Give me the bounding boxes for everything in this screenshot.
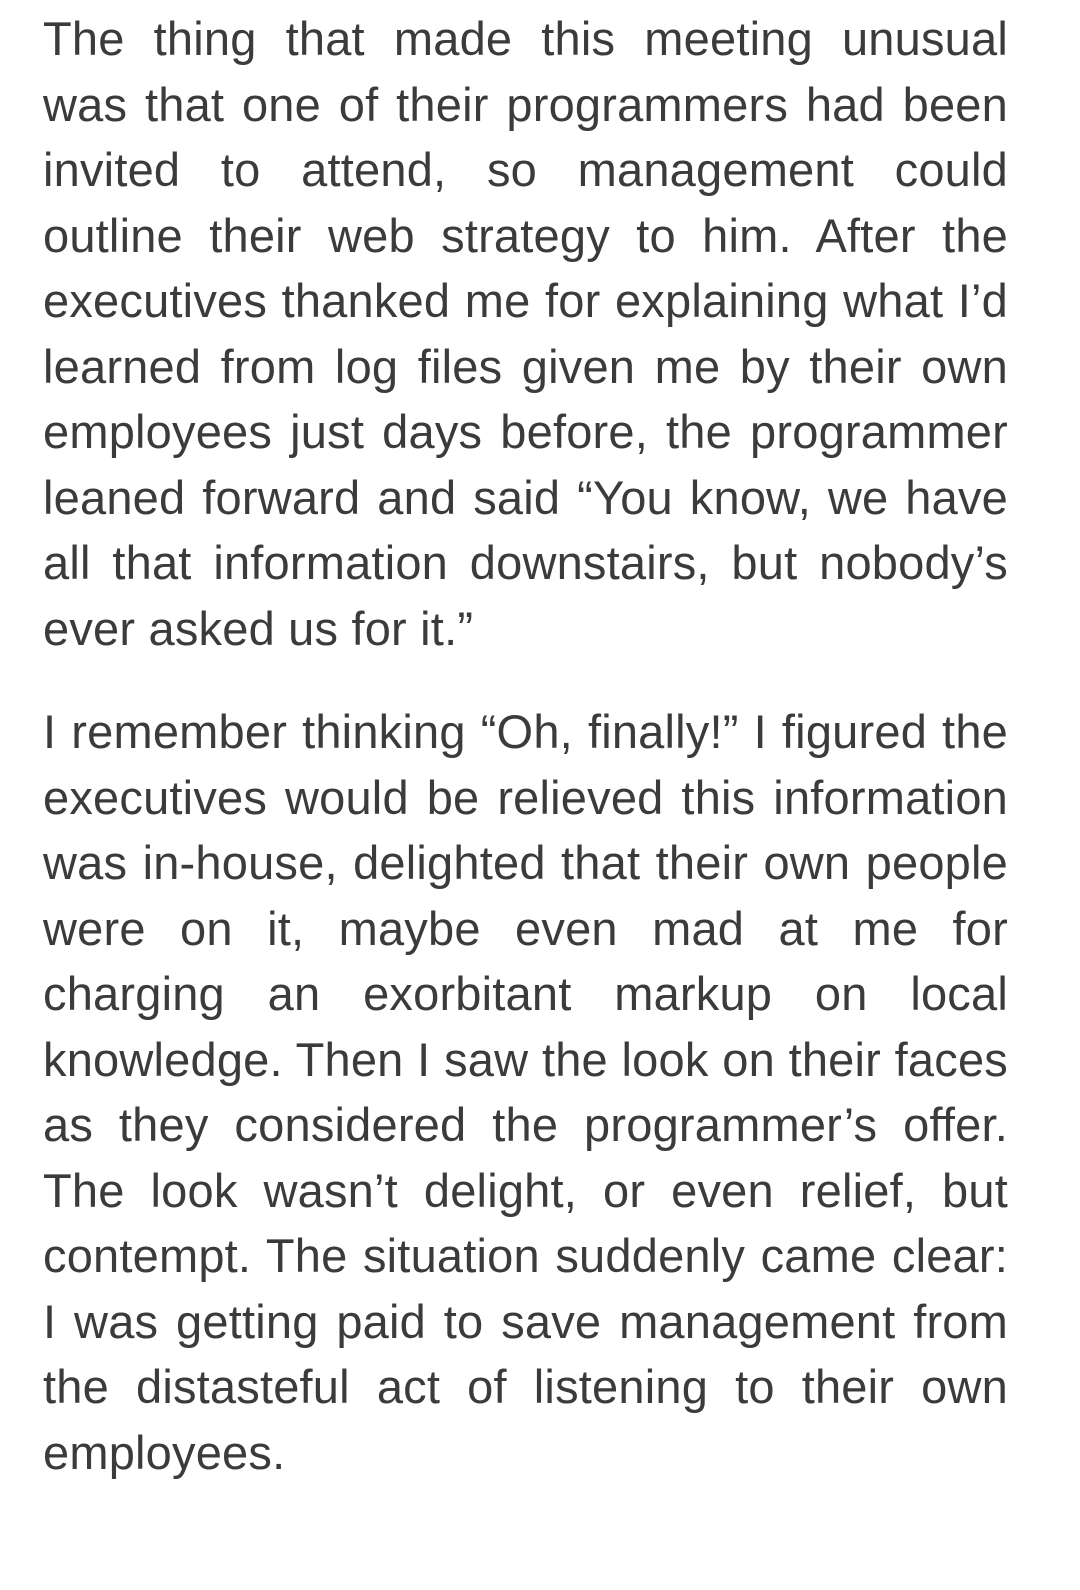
paragraph-meeting: The thing that made this meeting unusual was that one of their programmers had been invited to attend, so management could outline their web strategy to him. After the executives thanked me for explaining what I’d learned from log files given me by their own employees just days before, the programmer leaned forward and said “You know, we have all that information downstairs, but nobody’s ever asked us for it.” <box>43 12 1008 655</box>
article-body <box>43 6 1008 1485</box>
paragraph-realization: I remember thinking “Oh, finally!” I figured the executives would be relieved this information was in-house, delighted that their own people were on it, maybe even mad at me for charging an exorbitant markup on local knowledge. Then I saw the look on their faces as they considered the programmer’s offer. The look wasn’t delight, or even relief, but contempt. The situation suddenly came clear: I was getting paid to save management from the distasteful act of listening to their own employees. <box>43 705 1008 1479</box>
